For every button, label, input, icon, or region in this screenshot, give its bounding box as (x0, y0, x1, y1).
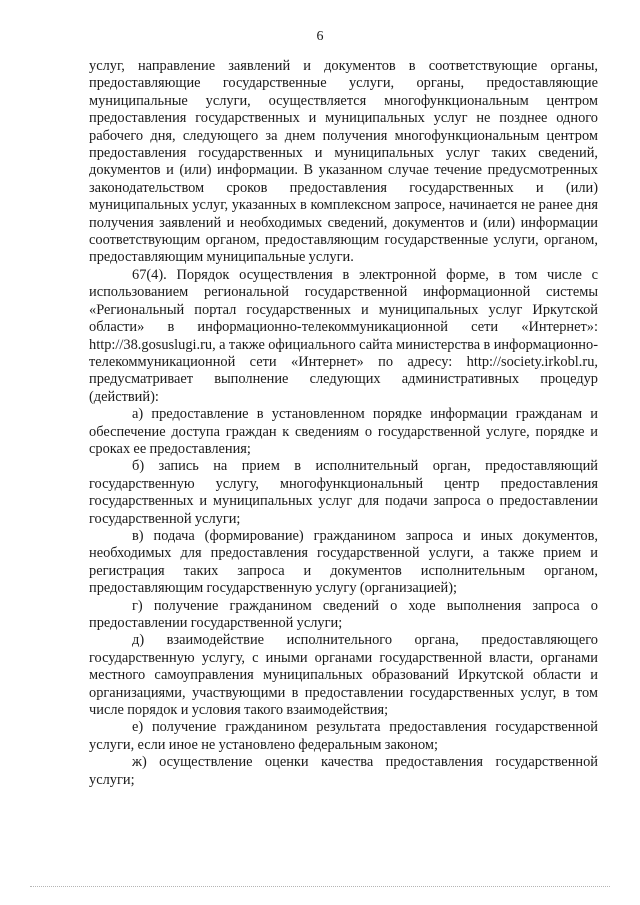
list-item-a: а) предоставление в установленном порядке информации гражданам и обеспечение доступа граждан к сведениям о государственной услуге, порядке и сроках ее предоставления; (89, 406, 598, 457)
list-item-v: в) подача (формирование) гражданином запроса и иных документов, необходимых для предоставления государственной услуги, а также прием и регистрация таких запроса и документов исполнительным органом, предоставляющим государственную услугу (организацией); (89, 527, 598, 597)
list-item-b: б) запись на прием в исполнительный орган, предоставляющий государственную услугу, многофункциональный центр предоставления государственных и муниципальных услуг для подачи запроса о предоставлении государственной услуги; (89, 458, 598, 527)
list-item-g: г) получение гражданином сведений о ходе выполнения запроса о предоставлении государственной услуги; (89, 597, 598, 631)
page-number: 6 (316, 29, 324, 44)
paragraph-continuation: услуг, направление заявлений и документов в соответствующие органы, предоставляющие государственные услуги, органы, предоставляющие муниципальные услуги, осуществляется многофункциональным центром предоставления государственных и муниципальных услуг не позднее одного рабочего дня, следующего за днем получения многофункциональным центром предоставления государственных и муниципальных услуг таких сведений, документов и (или) информации. В указанном случае течение предусмотренных законодательством сроков предоставления государственных и (или) муниципальных услуг, указанных в комплексном запросе, начинается не ранее дня получения заявлений и необходимых сведений, документов и (или) информации соответствующим органом, предоставляющим государственные услуги, органом, предоставляющим муниципальные услуги. (89, 58, 598, 266)
paragraph-clause-67-4: 67(4). Порядок осуществления в электронной форме, в том числе с использованием региональной государственной информационной системы «Региональный портал государственных и муниципальных услуг Иркутской области» в информационно-телекоммуникационной сети «Интернет»: http://38.gosuslugi.ru, а также официального сайта министерства в информационно-телекоммуникационной сети «Интернет» по адресу: http://society.irkobl.ru, предусматривает выполнение следующих административных процедур (действий): (89, 266, 598, 405)
scan-edge-line (30, 886, 610, 887)
list-item-d: д) взаимодействие исполнительного органа, предоставляющего государственную услугу, с иными органами государственной власти, органами местного самоуправления муниципальных образований Иркутской области и организациями, участвующими в предоставлении государственных услуг, в том числе порядок и условия такого взаимодействия; (89, 632, 598, 719)
list-item-zh: ж) осуществление оценки качества предоставления государственной услуги; (89, 754, 598, 788)
list-item-e: е) получение гражданином результата предоставления государственной услуги, если иное не установлено федеральным законом; (89, 719, 598, 753)
document-body (89, 58, 598, 789)
